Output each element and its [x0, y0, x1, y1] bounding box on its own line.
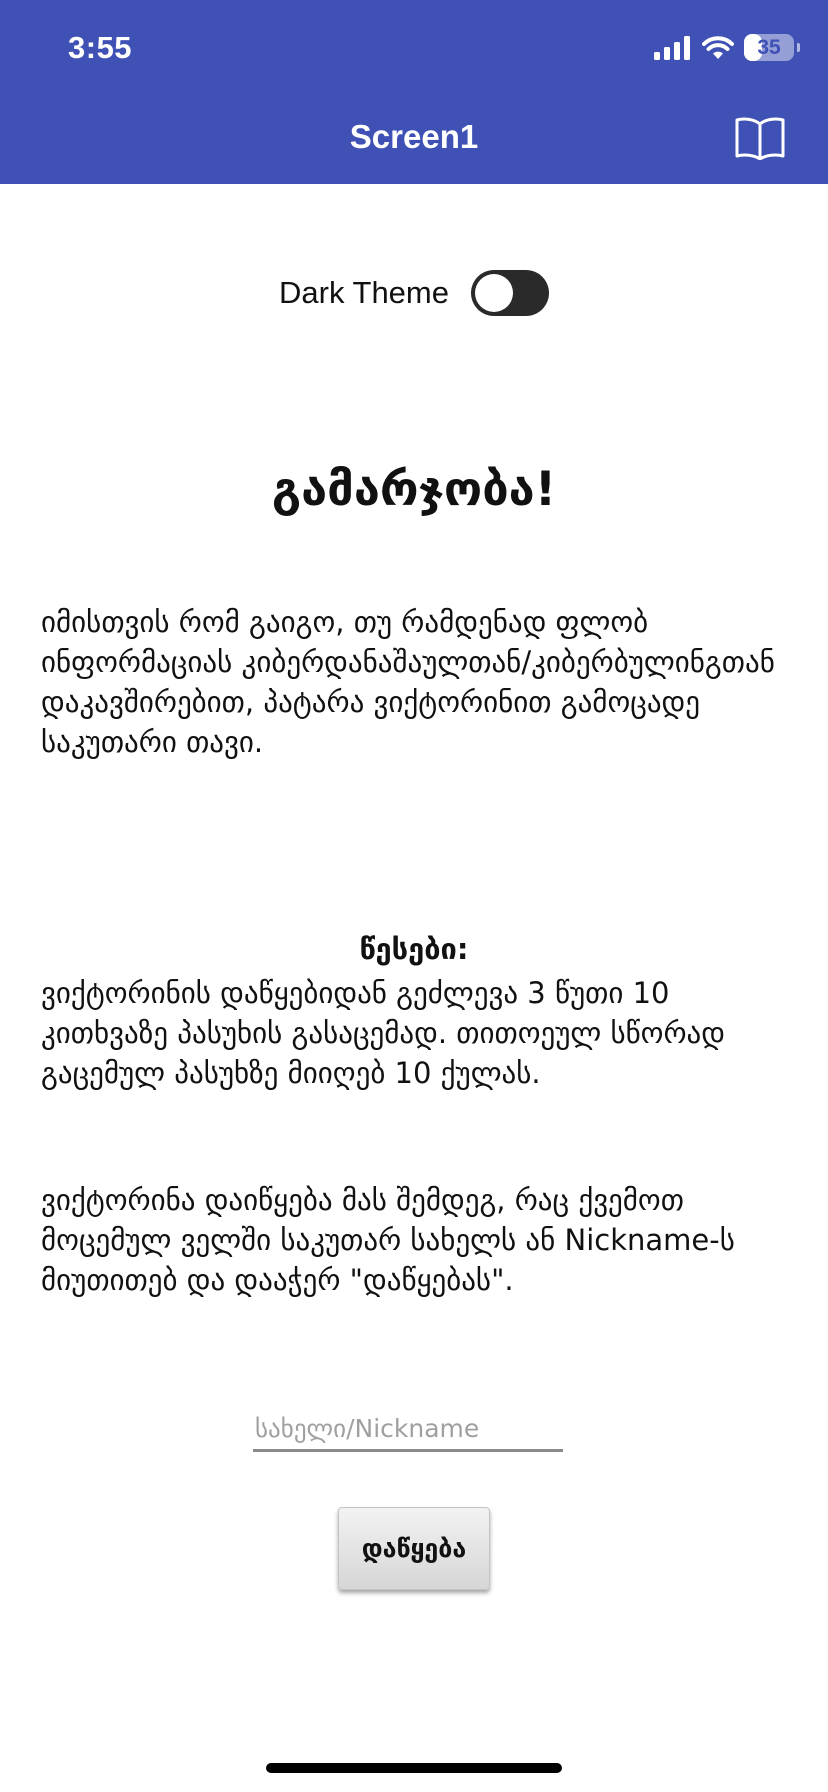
rules-title: წესები:	[359, 932, 469, 966]
rules-text: ვიქტორინის დაწყებიდან გეძლევა 3 წუთი 10 კითხვაზე პასუხის გასაცემად. თითოეულ სწორად გაცემულ პასუხზე მიიღებ 10 ქულას.	[41, 976, 726, 1090]
battery-icon	[744, 34, 794, 61]
start-info-text: ვიქტორინა დაიწყება მას შემდეგ, რაც ქვემოთ მოცემულ ველში საკუთარ სახელს ან Nickname-ს მიუთითებ და დააჭერ "დაწყებას".	[41, 1183, 735, 1297]
battery-tip	[797, 43, 800, 52]
nickname-input[interactable]	[253, 1408, 563, 1452]
dark-theme-switch[interactable]	[471, 270, 549, 316]
dark-theme-row	[0, 270, 828, 316]
dark-theme-label: Dark Theme	[279, 275, 449, 310]
switch-knob	[475, 274, 513, 312]
app-header	[0, 0, 828, 184]
wifi-icon	[702, 36, 734, 60]
welcome-heading: გამარჯობა!	[271, 462, 557, 517]
status-time: 3:55	[68, 30, 133, 65]
cellular-signal-icon	[654, 36, 692, 60]
status-icons	[654, 34, 794, 61]
screen-title: Screen1	[349, 118, 479, 155]
home-indicator[interactable]	[266, 1763, 562, 1773]
start-button[interactable]: დაწყება	[338, 1507, 490, 1590]
intro-text: იმისთვის რომ გაიგო, თუ რამდენად ფლობ ინფორმაციას კიბერდანაშაულთან/კიბერბულინგთან დაკავშირებით, პატარა ვიქტორინით გამოცადე საკუთარი თავი.	[41, 605, 775, 759]
battery-percentage: 35	[757, 35, 781, 59]
book-icon[interactable]	[734, 116, 786, 160]
